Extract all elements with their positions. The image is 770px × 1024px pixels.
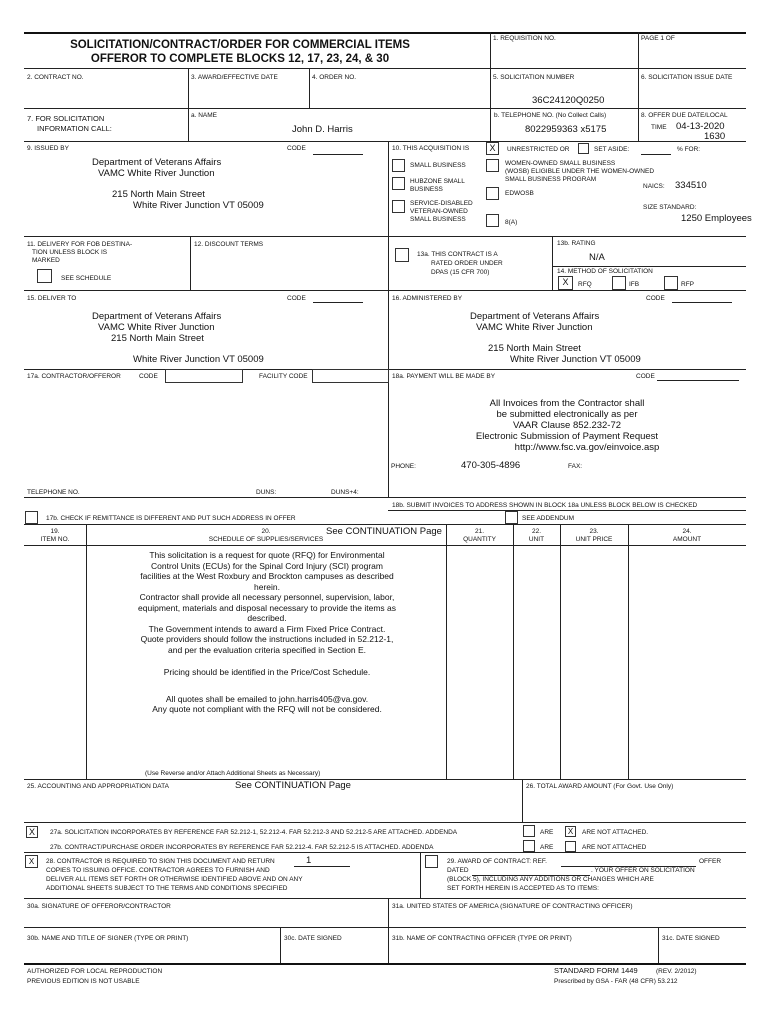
footer-prescribed: Prescribed by GSA - FAR (48 CFR) 53.212 [554,978,678,985]
divider [188,68,189,141]
order-no-label: 4. ORDER NO. [312,74,357,81]
signature-offeror-label: 30a. SIGNATURE OF OFFEROR/CONTRACTOR [27,903,171,910]
29-line3: (BLOCK 5), INCLUDING ANY ADDITIONS OR CHANGES WHICH ARE [447,876,654,883]
telephone-label: b. TELEPHONE NO. (No Collect Calls) [494,112,607,119]
percent-line [641,154,671,155]
deliver-to-label: 15. DELIVER TO [27,295,77,302]
set-aside-checkbox[interactable] [578,143,589,154]
col-item-no: ITEM NO. [40,536,70,543]
col-unit-price-num: 23. [589,528,599,535]
description-p4: Quote providers should follow the instructions included in 52.212-1, and per the evaluation criteria specified in Section E. [140,634,394,655]
col-quantity-num: 21. [474,528,485,535]
info-call-line2: INFORMATION CALL: [37,124,112,133]
small-business-checkbox[interactable] [392,159,405,172]
rfq-label: RFQ [578,281,592,288]
29-offer: OFFER [699,858,722,865]
description-p2: Contractor shall provide all necessary personnel, supervision, labor, equipment, materials and disposal necessary to provide the items as described. [138,592,396,623]
payment-fax-label: FAX: [568,463,583,470]
method-label: 14. METHOD OF SOLICITATION [557,268,653,275]
facility-code-label: FACILITY CODE [259,373,308,380]
award-date-label: 3. AWARD/EFFECTIVE DATE [191,74,278,81]
divider [490,108,491,141]
divider [522,779,523,822]
rated-order-line1: 13a. THIS CONTRACT IS A [417,251,498,258]
accounting-label: 25. ACCOUNTING AND APPROPRIATION DATA [27,783,169,790]
col-unit: UNIT [528,536,545,543]
description-p6: All quotes shall be emailed to john.harris405@va.gov. [165,693,369,704]
8a-checkbox[interactable] [486,214,499,227]
edwosb-checkbox[interactable] [486,187,499,200]
accounting-continuation: See CONTINUATION Page [235,780,351,791]
divider [309,68,310,108]
divider [552,266,746,267]
29-line4: SET FORTH HEREIN IS ACCEPTED AS TO ITEMS: [447,885,599,892]
code-line [313,154,363,155]
col-unit-price: UNIT PRICE [575,536,613,543]
discount-terms-label: 12. DISCOUNT TERMS [194,241,264,248]
block11-line1: 11. DELIVERY FOR FOB DESTINA- [27,241,133,248]
divider [24,290,746,291]
divider [388,510,746,511]
29-checkbox[interactable] [425,855,438,868]
page-label: PAGE 1 OF [641,35,675,42]
ifb-checkbox[interactable] [612,276,626,290]
contact-name-value[interactable]: John D. Harris [292,124,353,135]
col-item-no-num: 19. [50,528,60,535]
see-addendum-label: SEE ADDENDUM [522,515,575,522]
issued-by-code-label: CODE [287,145,306,152]
28-line3: DELIVER ALL ITEMS SET FORTH OR OTHERWISE IDENTIFIED ABOVE AND ON ANY [46,876,303,883]
remittance-label: 17b. CHECK IF REMITTANCE IS DIFFERENT AND PUT SUCH ADDRESS IN OFFER [46,515,296,522]
co-date-label: 31c. DATE SIGNED [662,935,720,942]
8a-label: 8(A) [505,219,518,226]
divider [24,497,746,498]
rated-order-line3: DPAS (15 CFR 700) [431,269,490,276]
divider [420,852,421,898]
divider [24,545,746,546]
deliver-to-line4: White River Junction VT 05009 [133,354,264,365]
contractor-telephone-label: TELEPHONE NO. [27,489,80,496]
solicitation-number-value[interactable]: 36C24120Q0250 [532,95,605,106]
offer-due-date-value[interactable]: 04-13-2020 [676,121,725,132]
form-subtitle: OFFEROR TO COMPLETE BLOCKS 12, 17, 23, 24, & 30 [90,53,390,65]
see-schedule-label: SEE SCHEDULE [61,275,112,282]
form-title: SOLICITATION/CONTRACT/ORDER FOR COMMERCIAL ITEMS [70,39,410,51]
remittance-checkbox[interactable] [25,511,38,524]
col-quantity: QUANTITY [463,536,496,543]
payment-line4: Electronic Submission of Payment Request [475,431,659,442]
deliver-to-line2: VAMC White River Junction [98,322,215,333]
wosb-label-3: SMALL BUSINESS PROGRAM [505,176,597,183]
form-bottom-border [24,963,746,965]
offeror-date-label: 30c. DATE SIGNED [284,935,342,942]
divider [513,524,514,779]
administered-by-line1: Department of Veterans Affairs [470,311,600,322]
divider [388,141,389,497]
duns-label: DUNS: [256,489,277,496]
unrestricted-label: UNRESTRICTED OR [507,146,570,153]
offer-due-label: 8. OFFER DUE DATE/LOCAL [641,112,728,119]
info-call-line1: 7. FOR SOLICITATION [27,114,105,123]
edwosb-label: EDWOSB [505,190,534,197]
divider [560,524,561,779]
rated-order-checkbox[interactable] [395,248,409,262]
wosb-label-1: WOMEN-OWNED SMALL BUSINESS [505,160,616,167]
divider [490,32,491,108]
col-schedule: SCHEDULE OF SUPPLIES/SERVICES [208,536,324,543]
footer-form-name: STANDARD FORM 1449 [554,966,638,975]
divider [86,524,87,779]
27a-not-attached-checkbox[interactable]: X [565,826,576,837]
code-line [672,302,732,303]
footer-rev: (REV. 2/2012) [656,968,697,975]
percent-for-label: % FOR: [677,146,701,153]
block11-line3: MARKED [32,257,60,264]
rating-value[interactable]: N/A [589,252,605,263]
hubzone-label-1: HUBZONE SMALL [410,178,465,185]
29-line2: . YOUR OFFER ON SOLICITATION [591,867,695,874]
rfp-checkbox[interactable] [664,276,678,290]
administered-by-line3: 215 North Main Street [488,343,581,354]
27b-text: 27b. CONTRACT/PURCHASE ORDER INCORPORATES BY REFERENCE FAR 52.212-4. FAR 52.212-5 IS ATTACHED. ADDENDA [50,844,434,851]
footer-previous: PREVIOUS EDITION IS NOT USABLE [27,978,140,985]
co-name-label: 31b. NAME OF CONTRACTING OFFICER (TYPE OR PRINT) [392,935,572,942]
divider [24,898,746,899]
rating-label: 13b. RATING [557,240,596,247]
deliver-to-code-label: CODE [287,295,306,302]
telephone-value[interactable]: 8022959363 x5175 [525,124,607,135]
payment-url[interactable]: http://www.fsc.va.gov/einvoice.asp [514,442,660,453]
duns4-label: DUNS+4: [331,489,359,496]
contractor-code-field[interactable] [165,369,243,383]
submit-invoices-label: 18b. SUBMIT INVOICES TO ADDRESS SHOWN IN BLOCK 18a UNLESS BLOCK BELOW IS CHECKED [392,502,698,509]
payment-line1: All Invoices from the Contractor shall [489,398,645,409]
name-label: a. NAME [191,112,218,119]
divider [446,524,447,779]
naics-value[interactable]: 334510 [675,180,707,191]
27a-are-checkbox[interactable] [523,825,535,837]
divider [190,236,191,290]
naics-label: NAICS: [643,183,665,190]
payment-line2: be submitted electronically as per [496,409,638,420]
wosb-label-2: (WOSB) ELIGIBLE UNDER THE WOMEN-OWNED [505,168,655,175]
footer-authorized: AUTHORIZED FOR LOCAL REPRODUCTION [27,968,163,975]
issued-by-line4: White River Junction VT 05009 [133,200,264,211]
27a-text: 27a. SOLICITATION INCORPORATES BY REFERENCE FAR 52.212-1, 52.212-4. FAR 52.212-3 AND 52.212-5 ARE ATTACHED. ADDENDA [50,829,458,836]
hubzone-checkbox[interactable] [392,177,405,190]
rfq-checkbox[interactable]: X [558,276,573,290]
schedule-footnote: (Use Reverse and/or Attach Additional Sheets as Necessary) [145,770,321,777]
payment-code-label: CODE [636,373,655,380]
contractor-code-label: CODE [139,373,158,380]
28-line2: COPIES TO ISSUING OFFICE. CONTRACTOR AGREES TO FURNISH AND [46,867,270,874]
issued-by-label: 9. ISSUED BY [27,145,69,152]
payment-phone-value[interactable]: 470-305-4896 [461,460,521,471]
28-copies-value[interactable]: 1 [306,855,312,866]
divider [280,927,281,963]
divider [24,927,746,928]
description-p3: The Government intends to award a Firm Fixed Price Contract. [148,623,386,634]
description-p5: Pricing should be identified in the Price/Cost Schedule. [163,667,371,677]
issued-by-line3: 215 North Main Street [112,189,205,200]
28-line1: 28. CONTRACTOR IS REQUIRED TO SIGN THIS DOCUMENT AND RETURN [46,858,275,865]
27b-are-label: ARE [540,844,554,851]
divider [24,852,746,853]
time-label: TIME [651,124,667,131]
27b-are-checkbox[interactable] [523,840,535,852]
divider [628,524,629,779]
divider [552,236,553,290]
description-p7: Any quote not compliant with the RFQ will not be considered. [152,704,382,714]
29-line1: 29. AWARD OF CONTRACT: REF. [447,858,547,865]
size-standard-value[interactable]: 1250 Employees [681,213,752,224]
copies-line [294,866,350,867]
sdvosb-label-3: SMALL BUSINESS [410,216,466,223]
divider [658,927,659,963]
acquisition-label: 10. THIS ACQUISITION IS [392,145,470,152]
contract-no-label: 2. CONTRACT NO. [27,74,84,81]
divider [638,32,639,141]
administered-by-line2: VAMC White River Junction [476,322,593,333]
ifb-label: IFB [629,281,640,288]
27a-checkbox[interactable]: X [26,826,38,838]
27a-are-label: ARE [540,829,554,836]
col-amount: AMOUNT [672,536,702,543]
27a-not-attached-label: ARE NOT ATTACHED. [582,829,649,836]
see-schedule-checkbox[interactable] [37,269,52,283]
sdvosb-label-2: VETERAN-OWNED [410,208,468,215]
schedule-continuation: See CONTINUATION Page [326,526,442,537]
wosb-checkbox[interactable] [486,159,499,172]
deliver-to-line1: Department of Veterans Affairs [92,311,222,322]
see-addendum-checkbox[interactable] [505,511,518,524]
schedule-description [136,550,398,715]
total-award-label: 26. TOTAL AWARD AMOUNT (For Govt. Use Only) [526,783,674,790]
description-p1: This solicitation is a request for quote (RFQ) for Environmental Control Units (ECUs) for the Spinal Cord Injury (SCI) program facilities at the West Roxbury and Brockton campuses as described herein. [140,550,394,592]
col-unit-num: 22. [531,528,542,535]
27b-not-attached-checkbox[interactable] [565,841,576,852]
rated-order-line2: RATED ORDER UNDER [431,260,503,267]
signer-name-label: 30b. NAME AND TITLE OF SIGNER (TYPE OR PRINT) [27,935,189,942]
divider [24,779,746,780]
28-line4: ADDITIONAL SHEETS SUBJECT TO THE TERMS AND CONDITIONS SPECIFIED [46,885,288,892]
administered-by-label: 16. ADMINISTERED BY [392,295,463,302]
sdvosb-checkbox[interactable] [392,200,405,213]
signature-co-label: 31a. UNITED STATES OF AMERICA (SIGNATURE OF CONTRACTING OFFICER) [392,903,633,910]
27b-not-attached-label: ARE NOT ATTACHED [582,844,647,851]
col-amount-num: 24. [682,528,692,535]
sdvosb-label-1: SERVICE-DISABLED [410,200,473,207]
set-aside-label: SET ASIDE: [594,146,630,153]
code-line [313,302,363,303]
issued-by-line2: VAMC White River Junction [98,168,215,179]
size-standard-label: SIZE STANDARD: [643,204,697,211]
deliver-to-line3: 215 North Main Street [111,333,204,344]
29-dated: DATED [447,867,469,874]
code-line [657,380,739,381]
payment-line3: VAAR Clause 852.232-72 [512,420,622,431]
administered-by-code-label: CODE [646,295,665,302]
offer-due-time-value[interactable]: 1630 [704,131,726,142]
small-business-label: SMALL BUSINESS [410,162,466,169]
divider [24,822,746,823]
solicitation-number-label: 5. SOLICITATION NUMBER [493,74,575,81]
rfp-label: RFP [681,281,694,288]
payment-label: 18a. PAYMENT WILL BE MADE BY [392,373,496,380]
28-checkbox[interactable]: X [25,855,38,868]
administered-by-line4: White River Junction VT 05009 [510,354,641,365]
info-call-label [27,114,112,134]
unrestricted-checkbox[interactable]: X [486,142,499,155]
divider [388,898,389,963]
block11-line2: TION UNLESS BLOCK IS [32,249,108,256]
divider [24,141,746,142]
requisition-label: 1. REQUISITION NO. [493,35,556,42]
divider [24,524,746,525]
solicitation-issue-date-label: 6. SOLICITATION ISSUE DATE [641,74,733,81]
payment-phone-label: PHONE: [391,463,416,470]
contractor-label: 17a. CONTRACTOR/OFFEROR [27,373,121,380]
facility-code-field[interactable] [312,369,389,383]
hubzone-label-2: BUSINESS [410,186,443,193]
divider [24,236,746,237]
col-schedule-num: 20. [261,528,271,535]
issued-by-line1: Department of Veterans Affairs [92,157,222,168]
